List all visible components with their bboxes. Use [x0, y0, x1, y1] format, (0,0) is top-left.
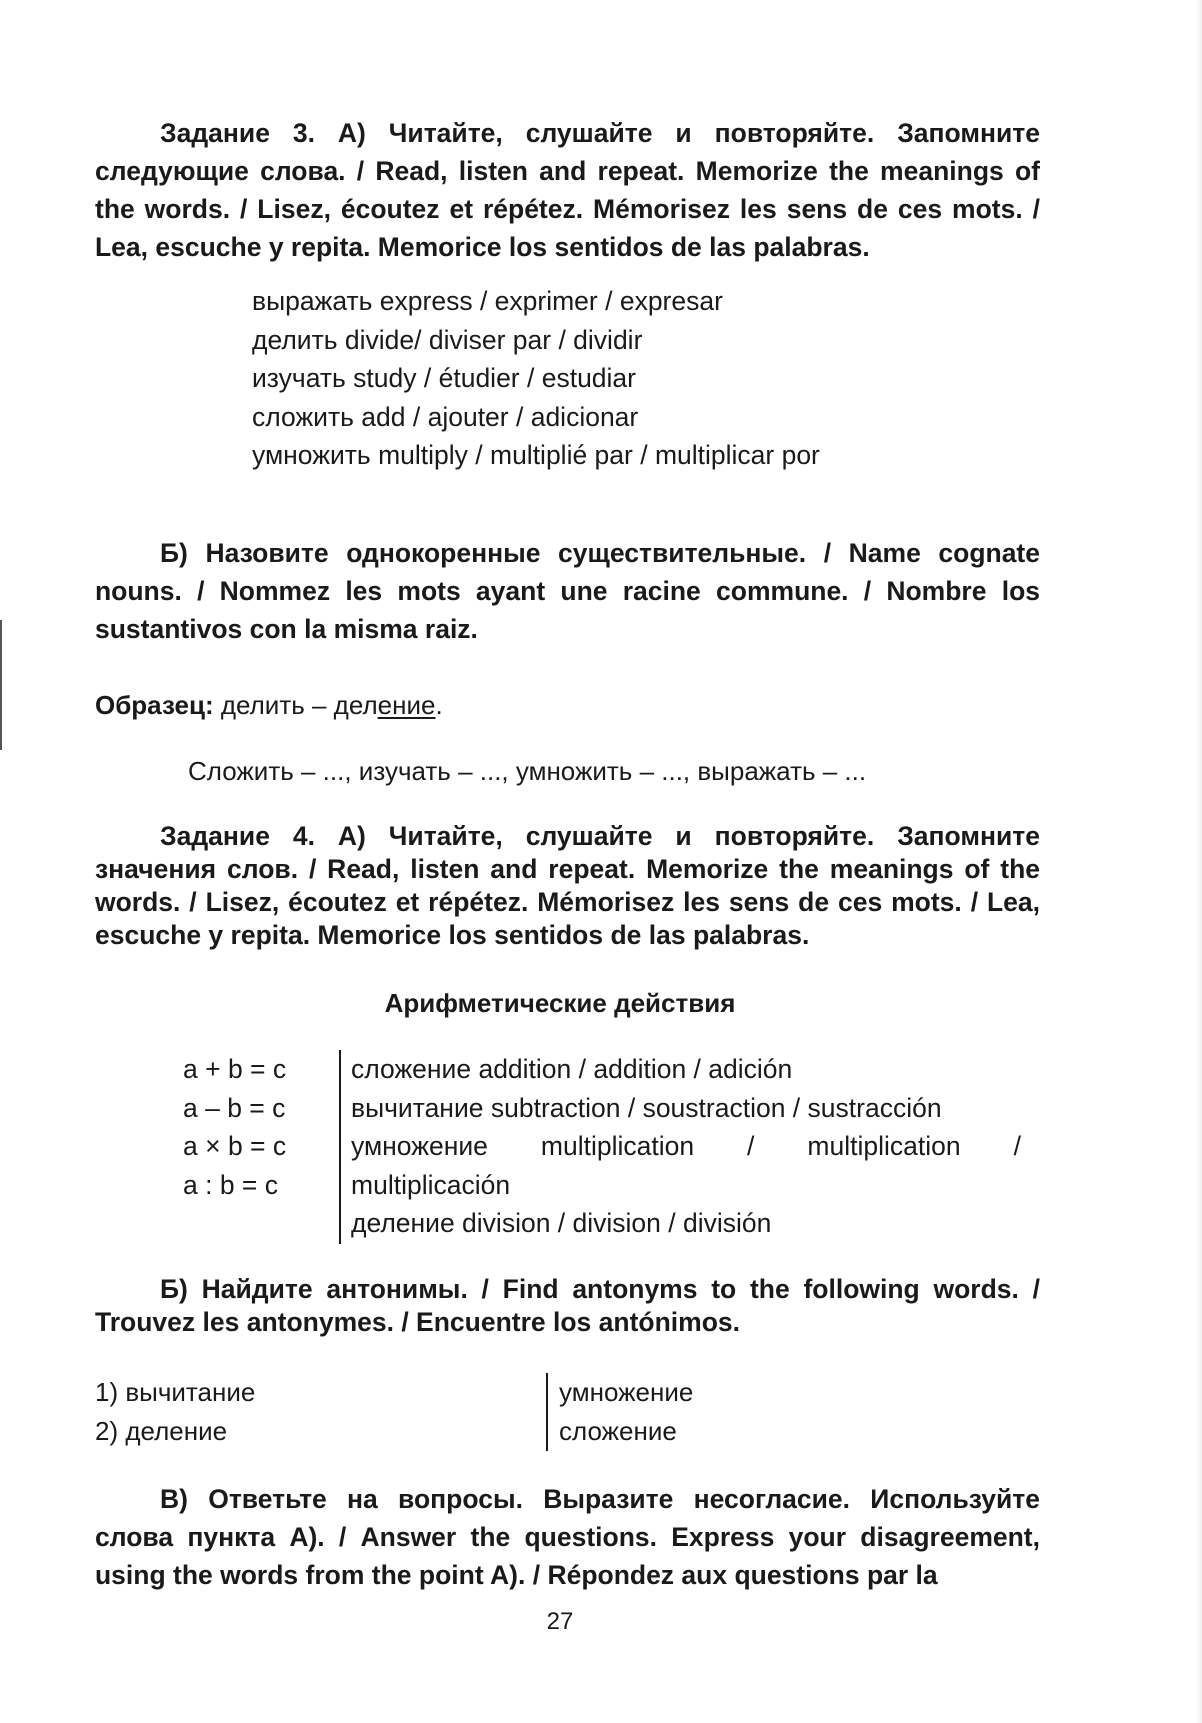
formula: a – b = c [183, 1092, 286, 1123]
multiplication-word: / [747, 1131, 755, 1161]
task3-heading: Задание 3. А) Читайте, слушайте и повторяйте. Запомните следующие слова. / Read, listen and repeat. Memorize the meanings of the words. / Lisez, écoutez et répétez. Mémorisez les sens de ces mots. / Lea, escuche y repita. Memorice los sentidos de las palabras. [95, 118, 1040, 262]
operations-column [351, 1050, 1021, 1243]
multiplication-word: / [1013, 1131, 1021, 1161]
vocab-item: сложить add / ajouter / adicionar [252, 401, 639, 432]
multiplication-word: multiplication [540, 1131, 695, 1161]
vocab-item: умножить multiply / multiplié par / multiplicar por [252, 440, 820, 470]
sample-word: делить – дел [220, 690, 378, 720]
antonym-item: сложение [559, 1415, 677, 1446]
antonym-item: 1) вычитание [95, 1377, 256, 1407]
formula: a × b = c [183, 1131, 287, 1161]
antonym-item: 2) деление [95, 1415, 228, 1446]
operation-division: деление division / division / división [351, 1208, 772, 1238]
page-edge-shadow [1196, 0, 1202, 1723]
multiplication-word: multiplication [807, 1131, 961, 1161]
vocab-item: выражать express / exprimer / expresar [252, 286, 723, 316]
task4-part-b: Б) Найдите антонимы. / Find antonyms to the following words. / Trouvez les antonymes. / Encuentre los antónimos. [95, 1274, 1040, 1337]
multiplication-word: умножение [351, 1131, 488, 1161]
antonyms-left-column [95, 1373, 255, 1450]
antonym-item: умножение [559, 1377, 694, 1407]
task4-heading: Задание 4. А) Читайте, слушайте и повторяйте. Запомните значения слов. / Read, listen and repeat. Memorize the meanings of the words. / Lisez, écoutez et répétez. Mémorisez les sens de ces mots. / Lea, escuche y repita. Memorice los sentidos de las palabras. [95, 821, 1040, 950]
page-number: 27 [546, 1608, 574, 1635]
antonyms-divider [546, 1373, 548, 1451]
operation-addition: сложение addition / addition / adición [351, 1054, 793, 1084]
sample-line [95, 690, 443, 721]
antonyms-right-column [559, 1373, 693, 1450]
scan-edge-mark [0, 620, 2, 750]
formula: a : b = c [183, 1169, 279, 1200]
operation-subtraction: вычитание subtraction / soustraction / sustracción [351, 1092, 942, 1123]
task4-part-v: В) Ответьте на вопросы. Выразите несогласие. Используйте слова пункта А). / Answer the questions. Express your disagreement, using the words from the point A). / Répondez aux questions par la [95, 1484, 1040, 1590]
task3-part-b: Б) Назовите однокоренные существительные. / Name cognate nouns. / Nommez les mots ayant une racine commune. / Nombre los sustantivos con la misma raiz. [95, 538, 1040, 644]
operation-multiplication-cont: multiplicación [351, 1169, 511, 1200]
sample-suffix: ение [377, 690, 436, 720]
fill-in-line: Сложить – ..., изучать – ..., умножить – ..., выражать – ... [188, 756, 867, 786]
vocab-item: изучать study / étudier / estudiar [252, 363, 636, 393]
sample-label: Образец: [95, 690, 214, 720]
formula-column [183, 1050, 286, 1204]
sample-end: . [435, 690, 443, 720]
vocab-item: делить divide/ diviser par / dividir [252, 324, 643, 355]
section-title: Арифметические действия [384, 988, 736, 1018]
operation-multiplication [351, 1127, 1021, 1166]
formula: a + b = c [183, 1054, 287, 1084]
operations-divider [339, 1050, 341, 1244]
task3-vocab-list [252, 282, 1012, 475]
